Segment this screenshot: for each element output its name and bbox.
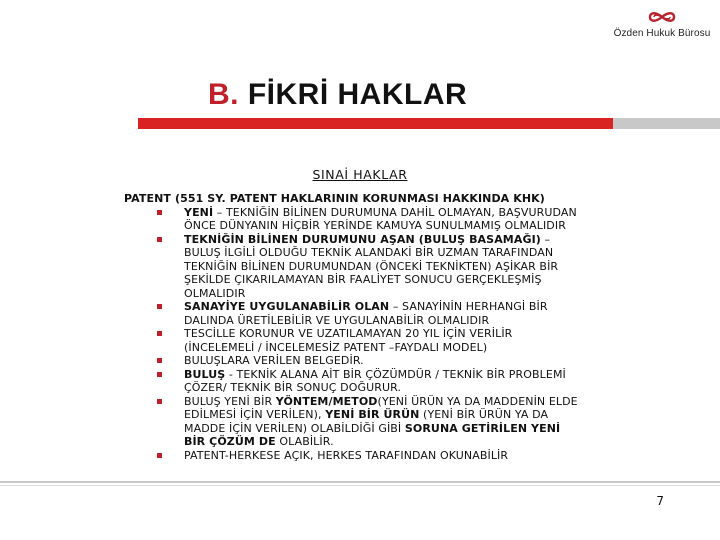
list-item-line	[184, 408, 684, 422]
square-bullet-icon	[157, 453, 162, 458]
list-item-line	[184, 327, 684, 341]
square-bullet-icon	[157, 210, 162, 215]
list-item-line	[184, 435, 684, 449]
body-text: TESCİLLE KORUNUR VE UZATILAMAYAN 20 YIL İÇİN VERİLİR	[184, 327, 513, 340]
body-text: BULUŞ YENİ BİR	[184, 394, 276, 408]
list-item	[124, 395, 684, 449]
body-text: (YENİ BİR ÜRÜN YA DA	[419, 408, 549, 421]
subtitle	[0, 164, 720, 183]
slide-title	[208, 78, 467, 112]
list-item-line	[184, 422, 684, 436]
title-letter: B.	[208, 78, 239, 111]
emphasis-text: YENİ BİR ÜRÜN	[325, 408, 420, 421]
list-item-line	[184, 368, 684, 382]
list-item-line	[184, 260, 684, 274]
body-text: –	[540, 232, 551, 246]
subtitle-text: SINAİ HAKLAR	[312, 167, 408, 182]
list-item	[124, 368, 684, 395]
list-item	[124, 449, 684, 463]
square-bullet-icon	[157, 399, 162, 404]
body-text: ÖNCE DÜNYANIN HİÇBİR YERİNDE KAMUYA SUNULMAMIŞ OLMALIDIR	[184, 219, 566, 232]
emphasis-text: TEKNİĞİN BİLİNEN DURUMUNU AŞAN (BULUŞ BASAMAĞI)	[184, 232, 541, 246]
emphasis-text: BULUŞ	[184, 367, 226, 381]
emphasis-text: YÖNTEM/METOD	[275, 394, 378, 408]
list-item	[124, 300, 684, 327]
list-item-line	[184, 314, 684, 328]
list-item	[124, 354, 684, 368]
emphasis-text: BİR ÇÖZÜM DE	[184, 435, 276, 448]
body-text: DALINDA ÜRETİLEBİLİR VE UYGULANABİLİR OLMALIDIR	[184, 313, 490, 327]
body-text: ÇÖZER/ TEKNİK BİR SONUÇ DOĞURUR.	[184, 381, 402, 394]
list-item-line	[184, 300, 684, 314]
list-item-line	[184, 381, 684, 395]
body-text: EDİLMESİ İÇİN VERİLEN),	[184, 408, 326, 421]
list-item-line	[184, 354, 684, 368]
list-item-line	[184, 233, 684, 247]
list-item-line	[184, 341, 684, 355]
body-text: OLABİLİR.	[275, 435, 334, 448]
list-item	[124, 327, 684, 354]
section-heading: PATENT (551 SY. PATENT HAKLARININ KORUNMASI HAKKINDA KHK)	[124, 192, 545, 205]
list-item-line	[184, 449, 684, 463]
square-bullet-icon	[157, 331, 162, 336]
body-text: OLMALIDIR	[184, 286, 246, 300]
firm-logo	[612, 8, 712, 39]
list-item-line	[184, 287, 684, 301]
list-item-line	[184, 219, 684, 233]
bullet-list	[124, 206, 684, 463]
footer-divider-thin	[0, 485, 720, 486]
body-text: - TEKNİK ALANA AİT BİR ÇÖZÜMDÜR / TEKNİK BİR PROBLEMİ	[225, 367, 566, 381]
title-grey-bar	[613, 118, 720, 129]
list-item	[124, 206, 684, 233]
emphasis-text: SANAYİYE UYGULANABİLİR OLAN	[184, 300, 390, 313]
body-text: (İNCELEMELİ / İNCELEMESİZ PATENT –FAYDALI MODEL)	[184, 340, 488, 354]
list-item-line	[184, 206, 684, 220]
content-block	[124, 192, 684, 462]
body-text: MADDE İÇİN VERİLEN) OLABİLDİĞİ GİBİ	[184, 421, 405, 435]
title-red-bar	[138, 118, 613, 129]
list-item	[124, 233, 684, 301]
emphasis-text: YENİ	[184, 205, 214, 219]
list-item-line	[184, 246, 684, 260]
logo-text: Özden Hukuk Bürosu	[613, 28, 711, 39]
body-text: – TEKNİĞİN BİLİNEN DURUMUNA DAHİL OLMAYAN, BAŞVURUDAN	[213, 205, 577, 219]
emphasis-text: SORUNA GETİRİLEN YENİ	[404, 421, 561, 435]
footer-divider	[0, 481, 720, 483]
body-text: BULUŞLARA VERİLEN BELGEDİR.	[184, 354, 364, 367]
square-bullet-icon	[157, 304, 162, 309]
square-bullet-icon	[157, 237, 162, 242]
list-item-line	[184, 273, 684, 287]
body-text: PATENT-HERKESE AÇIK, HERKES TARAFINDAN OKUNABİLİR	[184, 448, 509, 462]
page-number: 7	[656, 494, 664, 508]
list-item-line	[184, 395, 684, 409]
body-text: ŞEKİLDE ÇIKARILAMAYAN BİR FAALİYET SONUCU GERÇEKLEŞMİŞ	[184, 273, 542, 286]
body-text: BULUŞ İLGİLİ OLDUĞU TEKNİK ALANDAKİ BİR UZMAN TARAFINDAN	[184, 246, 554, 259]
square-bullet-icon	[157, 372, 162, 377]
logo-mark-icon	[647, 8, 677, 26]
body-text: – SANAYİNİN HERHANGİ BİR	[389, 300, 548, 313]
square-bullet-icon	[157, 358, 162, 363]
body-text: (YENİ ÜRÜN YA DA MADDENİN ELDE	[377, 394, 578, 408]
title-text: FİKRİ HAKLAR	[247, 78, 468, 111]
body-text: TEKNİĞİN BİLİNEN DURUMUNDAN (ÖNCEKİ TEKNİKTEN) AŞİKAR BİR	[184, 259, 559, 273]
